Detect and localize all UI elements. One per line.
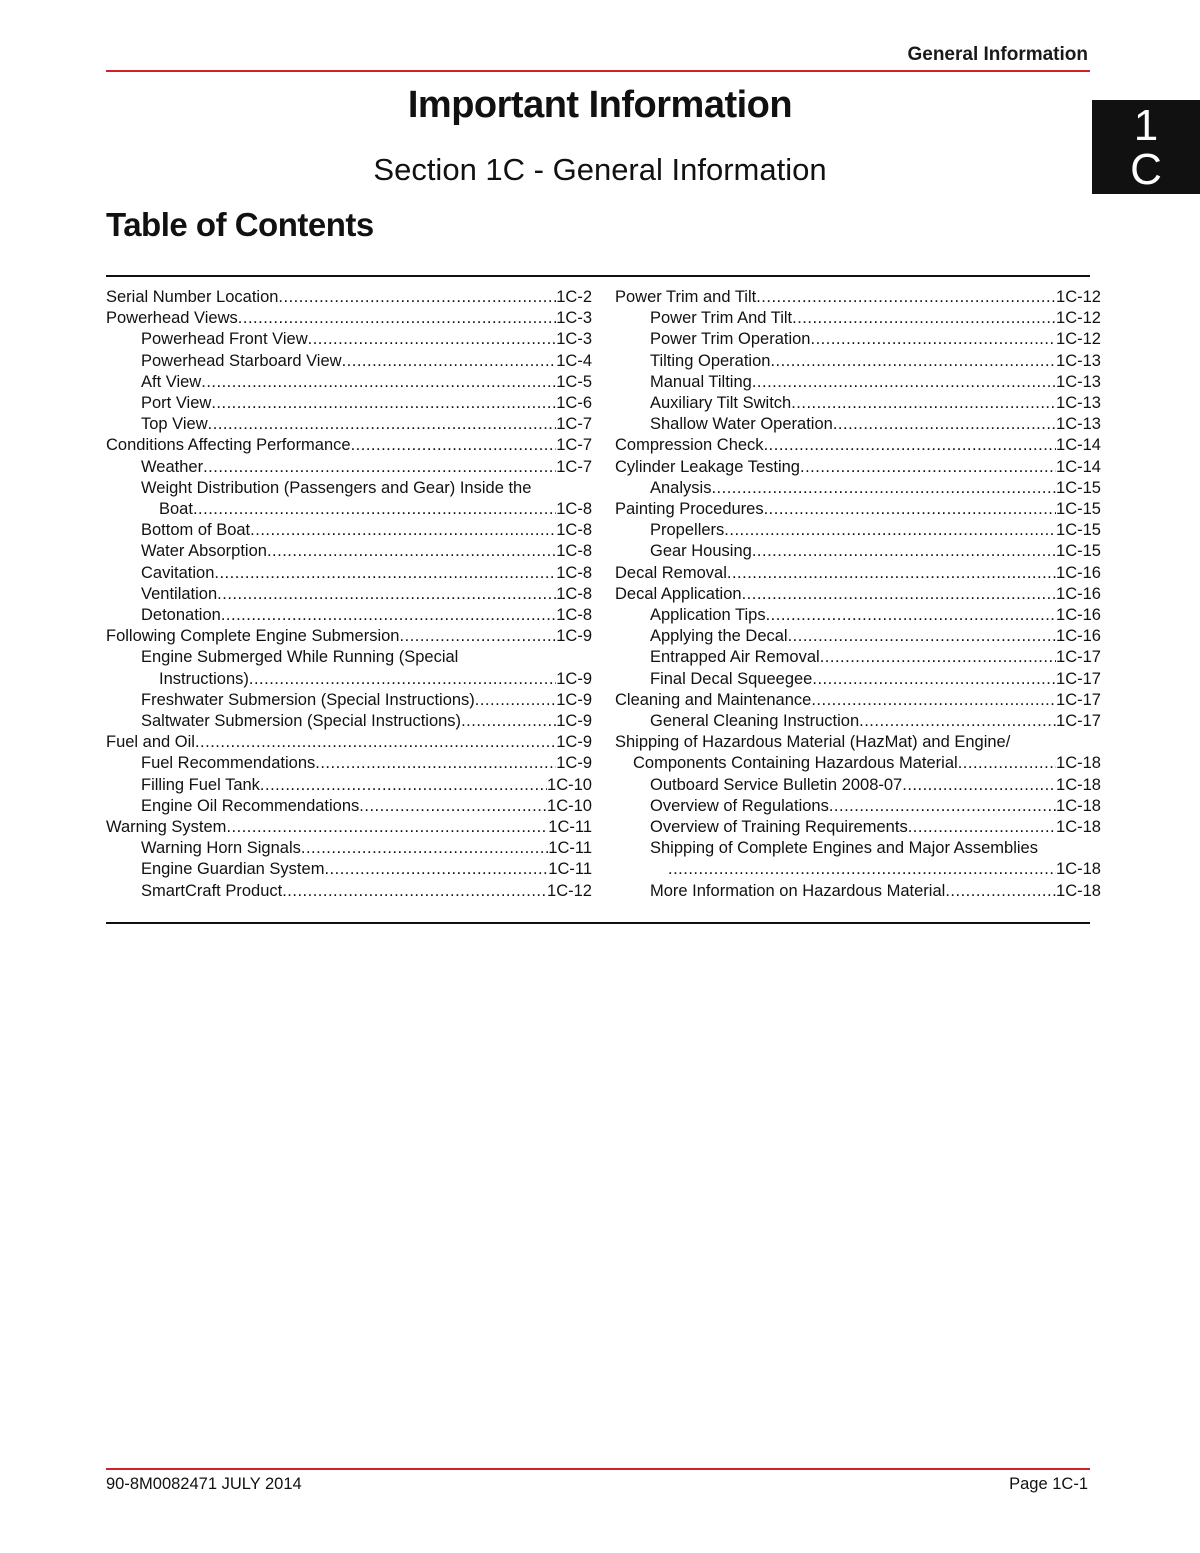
toc-entry-title: Shipping of Hazardous Material (HazMat) and Engine/ [615,733,1011,752]
dot-leader [201,372,556,393]
dot-leader [792,308,1056,329]
toc-entry-title: Power Trim Operation [650,330,811,349]
dot-leader [249,669,556,690]
toc-entry-page: 1C-4 [556,351,592,370]
toc-entry[interactable] [615,435,1101,456]
toc-entry[interactable] [106,541,592,562]
toc-entry-page: 1C-13 [1056,394,1101,413]
dot-leader [217,584,556,605]
dot-leader [260,775,547,796]
toc-entry-page: 1C-8 [556,500,592,519]
toc-entry-title: Warning System [106,818,227,837]
toc-entry-title: Outboard Service Bulletin 2008-07 [650,775,903,794]
toc-entry-page: 1C-11 [548,839,592,858]
toc-entry[interactable] [615,308,1101,329]
toc-entry[interactable] [615,711,1101,732]
toc-entry-page: 1C-18 [1056,818,1101,837]
dot-leader [810,329,1056,350]
toc-entry[interactable] [106,605,592,626]
toc-entry[interactable] [615,287,1101,308]
toc-entry-page: 1C-16 [1056,606,1101,625]
toc-entry[interactable] [106,435,592,456]
dot-leader [945,881,1056,902]
toc-entry-page: 1C-17 [1056,669,1101,688]
toc-entry[interactable] [106,838,592,859]
toc-entry-title: Filling Fuel Tank [141,775,260,794]
toc-entry-title: Compression Check [615,436,764,455]
toc-entry-title: Cylinder Leakage Testing [615,457,800,476]
toc-entry-page: 1C-9 [556,669,592,688]
dot-leader [267,541,556,562]
toc-entry-title-cont: Instructions) [159,669,249,688]
toc-entry-title: Tilting Operation [650,351,771,370]
toc-entry-page: 1C-7 [556,415,592,434]
toc-entry[interactable] [615,520,1101,541]
toc-entry[interactable] [106,817,592,838]
dot-leader [342,351,557,372]
toc-entry-title: Powerhead Starboard View [141,351,342,370]
toc-entry-title: Overview of Regulations [650,796,829,815]
dot-leader [820,647,1056,668]
dot-leader [788,626,1056,647]
toc-heading: Table of Contents [106,206,374,243]
toc-entry[interactable] [106,690,592,711]
toc-entry-title: Saltwater Submersion (Special Instructions) [141,712,462,731]
toc-entry-page: 1C-13 [1056,415,1101,434]
dot-leader [764,435,1056,456]
toc-top-rule [106,275,1090,277]
dot-leader [764,499,1056,520]
toc-entry-page: 1C-9 [556,712,592,731]
toc-entry[interactable] [106,796,592,817]
toc-entry[interactable] [615,351,1101,372]
toc-entry-title-cont: Boat [159,500,193,519]
toc-entry-title: More Information on Hazardous Material [650,881,946,900]
toc-entry-title: Aft View [141,372,202,391]
toc-entry-page: 1C-18 [1056,881,1101,900]
toc-entry[interactable] [615,393,1101,414]
dot-leader [475,690,556,711]
toc-entry-title: Powerhead Front View [141,330,308,349]
toc-entry-page: 1C-11 [548,818,592,837]
dot-leader [756,287,1056,308]
toc-entry-page: 1C-6 [556,394,592,413]
dot-leader [195,732,556,753]
toc-entry[interactable] [615,732,1101,774]
toc-entry-page: 1C-18 [1056,775,1101,794]
dot-leader [800,457,1056,478]
toc-entry[interactable] [106,775,592,796]
toc-entry[interactable] [106,584,592,605]
toc-entry-page: 1C-14 [1056,457,1101,476]
toc-entry-title: Conditions Affecting Performance [106,436,351,455]
toc-entry[interactable] [615,669,1101,690]
toc-entry-title: Final Decal Squeegee [650,669,813,688]
toc-entry-title-cont: Components Containing Hazardous Material [633,754,958,773]
dot-leader [833,414,1056,435]
dot-leader [226,817,548,838]
toc-entry-page: 1C-11 [548,860,592,879]
toc-entry-page: 1C-10 [547,775,592,794]
toc-left-column [106,287,592,902]
toc-entry[interactable] [106,457,592,478]
toc-entry-title: General Cleaning Instruction [650,712,860,731]
toc-entry[interactable] [106,287,592,308]
toc-entry-page: 1C-16 [1056,584,1101,603]
toc-entry[interactable] [106,881,592,902]
toc-entry-title: Warning Horn Signals [141,839,301,858]
toc-entry[interactable] [615,457,1101,478]
toc-entry-page: 1C-17 [1056,690,1101,709]
toc-entry[interactable] [615,817,1101,838]
toc-entry-page: 1C-9 [556,627,592,646]
toc-entry-page: 1C-15 [1056,542,1101,561]
toc-entry[interactable] [615,647,1101,668]
header-rule [106,70,1090,72]
toc-entry-title: Gear Housing [650,542,752,561]
dot-leader [742,584,1056,605]
dot-leader [829,796,1056,817]
toc-entry-page: 1C-12 [1056,309,1101,328]
toc-entry-page: 1C-9 [556,690,592,709]
dot-leader [902,775,1056,796]
section-tab-number: 1 [1133,101,1159,150]
toc-entry[interactable] [106,626,592,647]
page-title: Important Information [407,84,793,126]
toc-entry[interactable] [615,626,1101,647]
toc-bottom-rule [106,922,1090,924]
dot-leader [351,435,557,456]
dot-leader [193,499,556,520]
toc-entry-page: 1C-3 [556,330,592,349]
toc-entry-title: Fuel Recommendations [141,754,316,773]
toc-entry-page: 1C-9 [556,733,592,752]
dot-leader [811,690,1056,711]
toc-entry-page: 1C-9 [556,754,592,773]
toc-entry-title: Auxiliary Tilt Switch [650,394,792,413]
toc-entry[interactable] [615,584,1101,605]
toc-entry[interactable] [106,711,592,732]
section-subtitle: Section 1C - General Information [373,152,827,187]
toc-entry-title: Power Trim and Tilt [615,288,757,306]
toc-entry-page: 1C-8 [556,584,592,603]
toc-entry-title: SmartCraft Product [141,881,283,900]
toc-entry-title: Painting Procedures [615,500,764,519]
dot-leader [221,605,556,626]
dot-leader [668,859,1056,880]
toc-entry[interactable] [106,329,592,350]
toc-entry[interactable] [106,732,592,753]
toc-entry-page: 1C-8 [556,542,592,561]
toc-entry-page: 1C-18 [1056,860,1101,879]
toc-entry-title: Powerhead Views [106,309,238,328]
toc-entry-title: Cavitation [141,563,215,582]
toc-entry-title: Weather [141,457,204,476]
toc-entry-title: Ventilation [141,584,218,603]
toc-entry[interactable] [615,329,1101,350]
toc-entry[interactable] [615,499,1101,520]
section-tab-letter: C [1130,145,1162,194]
toc-entry-title: Shipping of Complete Engines and Major Assemblies [650,839,1038,858]
toc-entry-page: 1C-5 [556,372,592,391]
toc-entry-page: 1C-2 [556,288,592,306]
dot-leader [727,563,1056,584]
dot-leader [812,669,1056,690]
toc-entry-title: Engine Submerged While Running (Special [141,648,459,667]
toc-entry-title: Water Absorption [141,542,267,561]
dot-leader [752,541,1056,562]
toc-entry-page: 1C-12 [547,881,592,900]
toc-entry-title: Propellers [650,521,725,540]
footer-page-number: Page 1C-1 [1009,1475,1088,1493]
dot-leader [278,287,556,308]
toc-entry[interactable] [615,563,1101,584]
toc-entry[interactable] [615,690,1101,711]
toc-entry-page: 1C-16 [1056,627,1101,646]
toc-entry[interactable] [615,796,1101,817]
dot-leader [770,351,1056,372]
toc-entry-title: Entrapped Air Removal [650,648,820,667]
toc-entry[interactable] [106,647,592,689]
toc-entry-title: Detonation [141,606,221,625]
dot-leader [752,372,1056,393]
dot-leader [791,393,1056,414]
toc-entry-page: 1C-16 [1056,563,1101,582]
toc-entry-title: Engine Oil Recommendations [141,796,360,815]
toc-entry[interactable] [106,372,592,393]
toc-entry-title: Freshwater Submersion (Special Instructions) [141,690,475,709]
toc-entry-page: 1C-15 [1056,478,1101,497]
toc-entry-title: Engine Guardian System [141,860,325,879]
dot-leader [400,626,557,647]
dot-leader [461,711,556,732]
toc-entry-page: 1C-15 [1056,500,1101,519]
toc-entry[interactable] [615,372,1101,393]
toc-entry-page: 1C-10 [547,796,592,815]
toc-entry-title: Port View [141,394,212,413]
toc-entry[interactable] [106,563,592,584]
toc-entry[interactable] [615,838,1101,880]
toc-entry-page: 1C-17 [1056,712,1101,731]
toc-right-column [615,287,1101,902]
toc-entry-title: Cleaning and Maintenance [615,690,812,709]
dot-leader [766,605,1056,626]
dot-leader [211,393,556,414]
toc-entry-page: 1C-13 [1056,351,1101,370]
toc-entry-page: 1C-8 [556,606,592,625]
toc-entry[interactable] [106,520,592,541]
toc-entry-title: Applying the Decal [650,627,788,646]
toc-entry[interactable] [615,775,1101,796]
toc-entry[interactable] [106,393,592,414]
toc-entry[interactable] [615,414,1101,435]
dot-leader [238,308,556,329]
toc-entry-title: Top View [141,415,208,434]
toc-entry-title: Fuel and Oil [106,733,195,752]
toc-entry-title: Power Trim And Tilt [650,309,793,328]
dot-leader [203,457,556,478]
toc-entry-title: Bottom of Boat [141,521,251,540]
dot-leader [282,881,547,902]
toc-entry[interactable] [106,351,592,372]
running-header: General Information [907,44,1088,65]
toc-entry-page: 1C-14 [1056,436,1101,455]
footer-rule [106,1468,1090,1470]
dot-leader [359,796,547,817]
dot-leader [208,414,557,435]
toc-entry-title: Shallow Water Operation [650,415,833,434]
dot-leader [315,753,556,774]
toc-entry-title: Weight Distribution (Passengers and Gear) Inside the [141,478,532,497]
toc-entry-page: 1C-12 [1056,330,1101,349]
toc-entry-title: Serial Number Location [106,288,279,306]
toc-entry-page: 1C-7 [556,436,592,455]
toc-entry-title: Overview of Training Requirements [650,818,908,837]
toc-entry[interactable] [106,478,592,520]
dot-leader [308,329,557,350]
toc-entry-page: 1C-12 [1056,288,1101,306]
toc-entry-title: Application Tips [650,606,766,625]
toc-entry[interactable] [615,541,1101,562]
dot-leader [724,520,1056,541]
footer-doc-number: 90-8M0082471 JULY 2014 [106,1475,302,1493]
dot-leader [324,859,548,880]
toc-entry[interactable] [106,753,592,774]
toc-entry[interactable] [615,605,1101,626]
toc-entry-page: 1C-17 [1056,648,1101,667]
dot-leader [958,753,1056,774]
toc-entry-page: 1C-18 [1056,754,1101,773]
dot-leader [908,817,1056,838]
dot-leader [214,563,556,584]
dot-leader [711,478,1056,499]
toc-entry-page: 1C-13 [1056,372,1101,391]
toc-entry-title: Following Complete Engine Submersion [106,627,400,646]
toc-entry-page: 1C-15 [1056,521,1101,540]
toc-entry[interactable] [106,414,592,435]
toc-entry-page: 1C-8 [556,521,592,540]
toc-entry-page: 1C-3 [556,309,592,328]
dot-leader [250,520,556,541]
toc-entry-title: Manual Tilting [650,372,752,391]
toc-entry-title: Decal Removal [615,563,727,582]
dot-leader [301,838,548,859]
toc-entry[interactable] [106,308,592,329]
toc-entry[interactable] [615,881,1101,902]
toc-entry[interactable] [615,478,1101,499]
toc-entry-page: 1C-7 [556,457,592,476]
toc-entry-page: 1C-8 [556,563,592,582]
toc-entry-title: Decal Application [615,584,742,603]
toc-entry-title: Analysis [650,478,712,497]
toc-entry[interactable] [106,859,592,880]
toc-entry-page: 1C-18 [1056,796,1101,815]
dot-leader [859,711,1056,732]
